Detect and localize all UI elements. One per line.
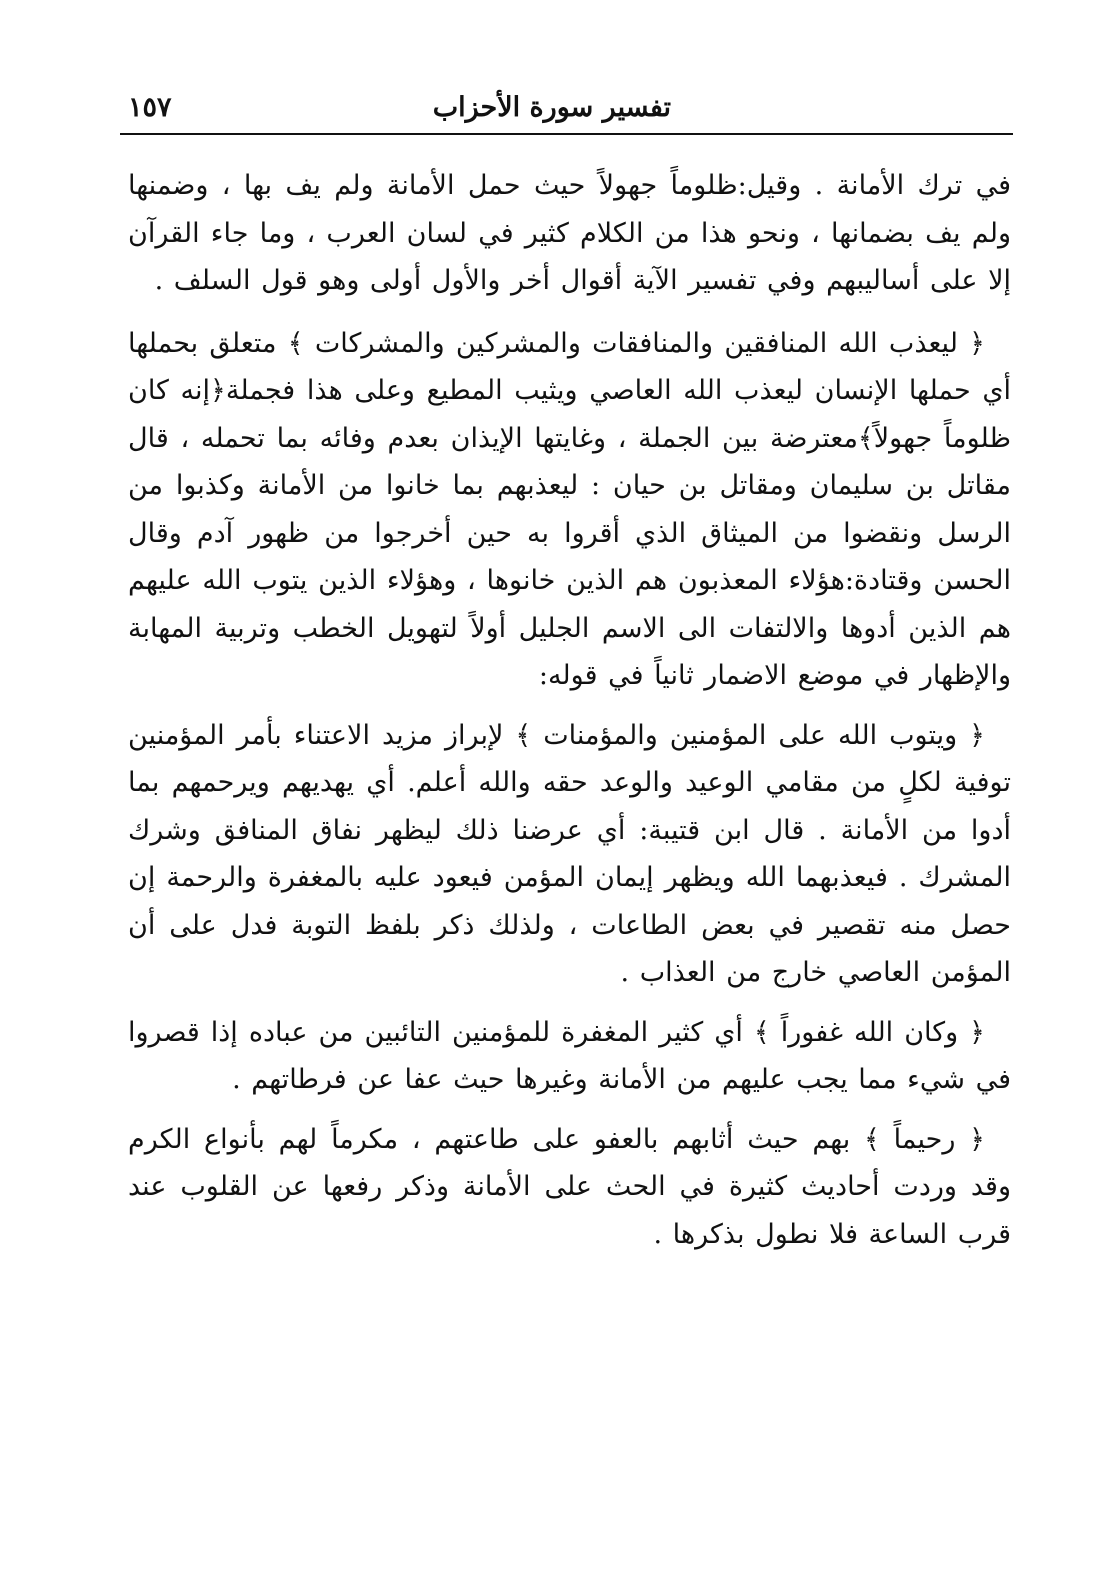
paragraph-4: ﴿ وكان الله غفوراً ﴾ أي كثير المغفرة للمؤمنين التائبين من عباده إذا قصروا في شيء مما يجب عليهم من الأمانة وغيرها حيث عفا عن فرطاتهم . [128, 1016, 1011, 1095]
paragraph-3: ﴿ ويتوب الله على المؤمنين والمؤمنات ﴾ لإبراز مزيد الاعتناء بأمر المؤمنين توفية لكلٍ من مقامي الوعيد والوعد حقه والله أعلم. أي يهديهم ويرحمهم بما أدوا من الأمانة . قال ابن قتيبة: أي عرضنا ذلك ليظهر نفاق المنافق وشرك المشرك . فيعذبهما الله ويظهر إيمان المؤمن فيعود عليه بالمغفرة والرحمة إن حصل منه تقصير في بعض الطاعات ، ولذلك ذكر بلفظ التوبة فدل على أن المؤمن العاصي خارج من العذاب . [128, 719, 1011, 988]
page-number: ١٥٧ [128, 92, 172, 123]
paragraph-2: ﴿ ليعذب الله المنافقين والمنافقات والمشركين والمشركات ﴾ متعلق بحملها أي حملها الإنسان ليعذب الله العاصي ويثيب المطيع وعلى هذا فجملة﴿إنه كان ظلوماً جهولاً﴾معترضة بين الجملة ، وغايتها الإيذان بعدم وفائه بما تحمله ، قال مقاتل بن سليمان ومقاتل بن حيان : ليعذبهم بما خانوا من الأمانة وكذبوا من الرسل ونقضوا من الميثاق الذي أقروا به حين أخرجوا من ظهور آدم وقال الحسن وقتادة:هؤلاء المعذبون هم الذين خانوها ، وهؤلاء الذين يتوب الله عليهم هم الذين أدوها والالتفات الى الاسم الجليل أولاً لتهويل الخطب وتربية المهابة والإظهار في موضع الاضمار ثانياً في قوله: [128, 327, 1011, 691]
paragraph-5: ﴿ رحيماً ﴾ بهم حيث أثابهم بالعفو على طاعتهم ، مكرماً لهم بأنواع الكرم وقد وردت أحاديث كثيرة في الحث على الأمانة وذكر رفعها عن القلوب عند قرب الساعة فلا نطول بذكرها . [128, 1123, 1011, 1250]
body-text [128, 162, 1011, 1270]
page-header [128, 88, 1011, 128]
running-title: تفسير سورة الأحزاب [432, 92, 671, 123]
paragraph-1: في ترك الأمانة . وقيل:ظلوماً جهولاً حيث حمل الأمانة ولم يف بها ، وضمنها ولم يف بضمانها ، ونحو هذا من الكلام كثير في لسان العرب ، وما جاء القرآن إلا على أساليبهم وفي تفسير الآية أقوال أخر والأول أولى وهو قول السلف . [128, 170, 1011, 296]
header-rule [120, 133, 1013, 135]
